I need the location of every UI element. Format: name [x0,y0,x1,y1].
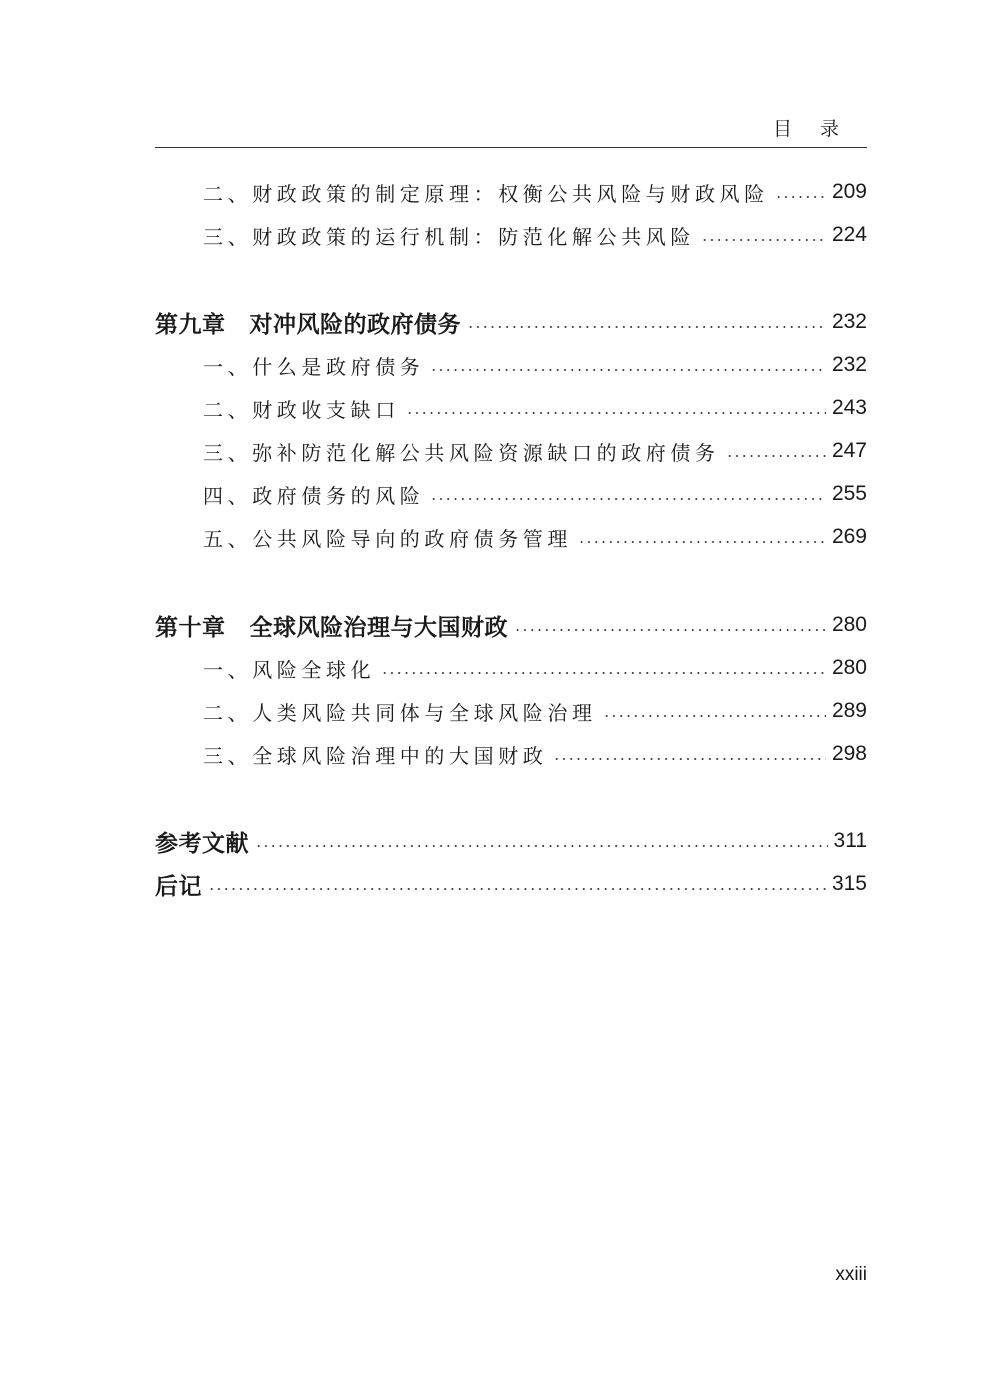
toc-entry[interactable] [155,696,867,726]
toc-entry[interactable] [155,653,867,683]
toc-entry[interactable] [155,479,867,509]
toc-chapter-title [155,609,508,642]
toc-entry-page: 298 [831,742,867,765]
toc-entry[interactable] [155,739,867,769]
header-rule [155,147,867,148]
page-number: xxiii [835,1264,867,1285]
toc-entry-title: 二、人类风险共同体与全球风险治理 [203,700,597,725]
toc-entry-title: 二、财政收支缺口 [203,397,400,422]
toc-entry[interactable] [155,436,867,466]
chapter-name: 全球风险治理与大国财政 [249,613,508,641]
toc-chapter-title: 后记 [155,872,202,900]
toc-entry-page: 311 [833,829,867,852]
toc-entry-page: 247 [831,439,867,462]
toc-entry-title: 三、全球风险治理中的大国财政 [203,743,548,768]
dot-leader [514,629,826,631]
chapter-number: 第十章 [155,613,226,641]
toc-entry[interactable] [155,350,867,380]
running-head: 目录 [772,118,867,140]
toc-entry-title: 一、什么是政府债务 [203,354,425,379]
dot-leader [467,326,826,328]
toc-entry[interactable] [155,220,867,250]
toc-entry-title: 三、财政政策的运行机制：防范化解公共风险 [203,224,695,249]
toc-entry-title: 四、政府债务的风险 [203,483,425,508]
toc-entry-title: 五、公共风险导向的政府债务管理 [203,526,572,551]
toc-entry-page: 209 [831,180,867,203]
toc-chapter-title: 参考文献 [155,829,249,857]
toc-entry-page: 315 [831,872,867,895]
toc-chapter-entry[interactable] [155,307,867,337]
dot-leader [255,845,828,847]
dot-leader [430,369,826,371]
dot-leader [406,412,826,414]
chapter-number: 第九章 [155,310,226,338]
toc-entry[interactable] [155,177,867,207]
toc-chapter-entry[interactable] [155,610,867,640]
toc-entry-page: 243 [831,396,867,419]
toc-entry-page: 232 [831,310,867,333]
dot-leader [381,672,826,674]
toc-entry-title: 二、财政政策的制定原理：权衡公共风险与财政风险 [203,181,769,206]
toc-entry-title: 三、弥补防范化解公共风险资源缺口的政府债务 [203,440,720,465]
toc-chapter-entry[interactable] [155,826,867,856]
toc-entry[interactable] [155,393,867,423]
dot-leader [553,758,826,760]
toc-entry-title: 一、风险全球化 [203,657,376,682]
dot-leader [578,541,826,543]
toc-chapter-title [155,306,461,339]
dot-leader [726,455,826,457]
toc-entry-page: 289 [831,699,867,722]
toc-entry-page: 280 [831,613,867,636]
toc-entry-page: 280 [831,656,867,679]
toc-chapter-entry[interactable] [155,869,867,899]
dot-leader [430,498,826,500]
toc-entry-page: 255 [831,482,867,505]
dot-leader [775,196,826,198]
dot-leader [603,715,826,717]
dot-leader [208,888,826,890]
toc-entry-page: 224 [831,223,867,246]
toc-entry-page: 232 [831,353,867,376]
dot-leader [701,239,826,241]
chapter-name: 对冲风险的政府债务 [249,310,461,338]
toc-entry-page: 269 [831,525,867,548]
toc-entry[interactable] [155,522,867,552]
